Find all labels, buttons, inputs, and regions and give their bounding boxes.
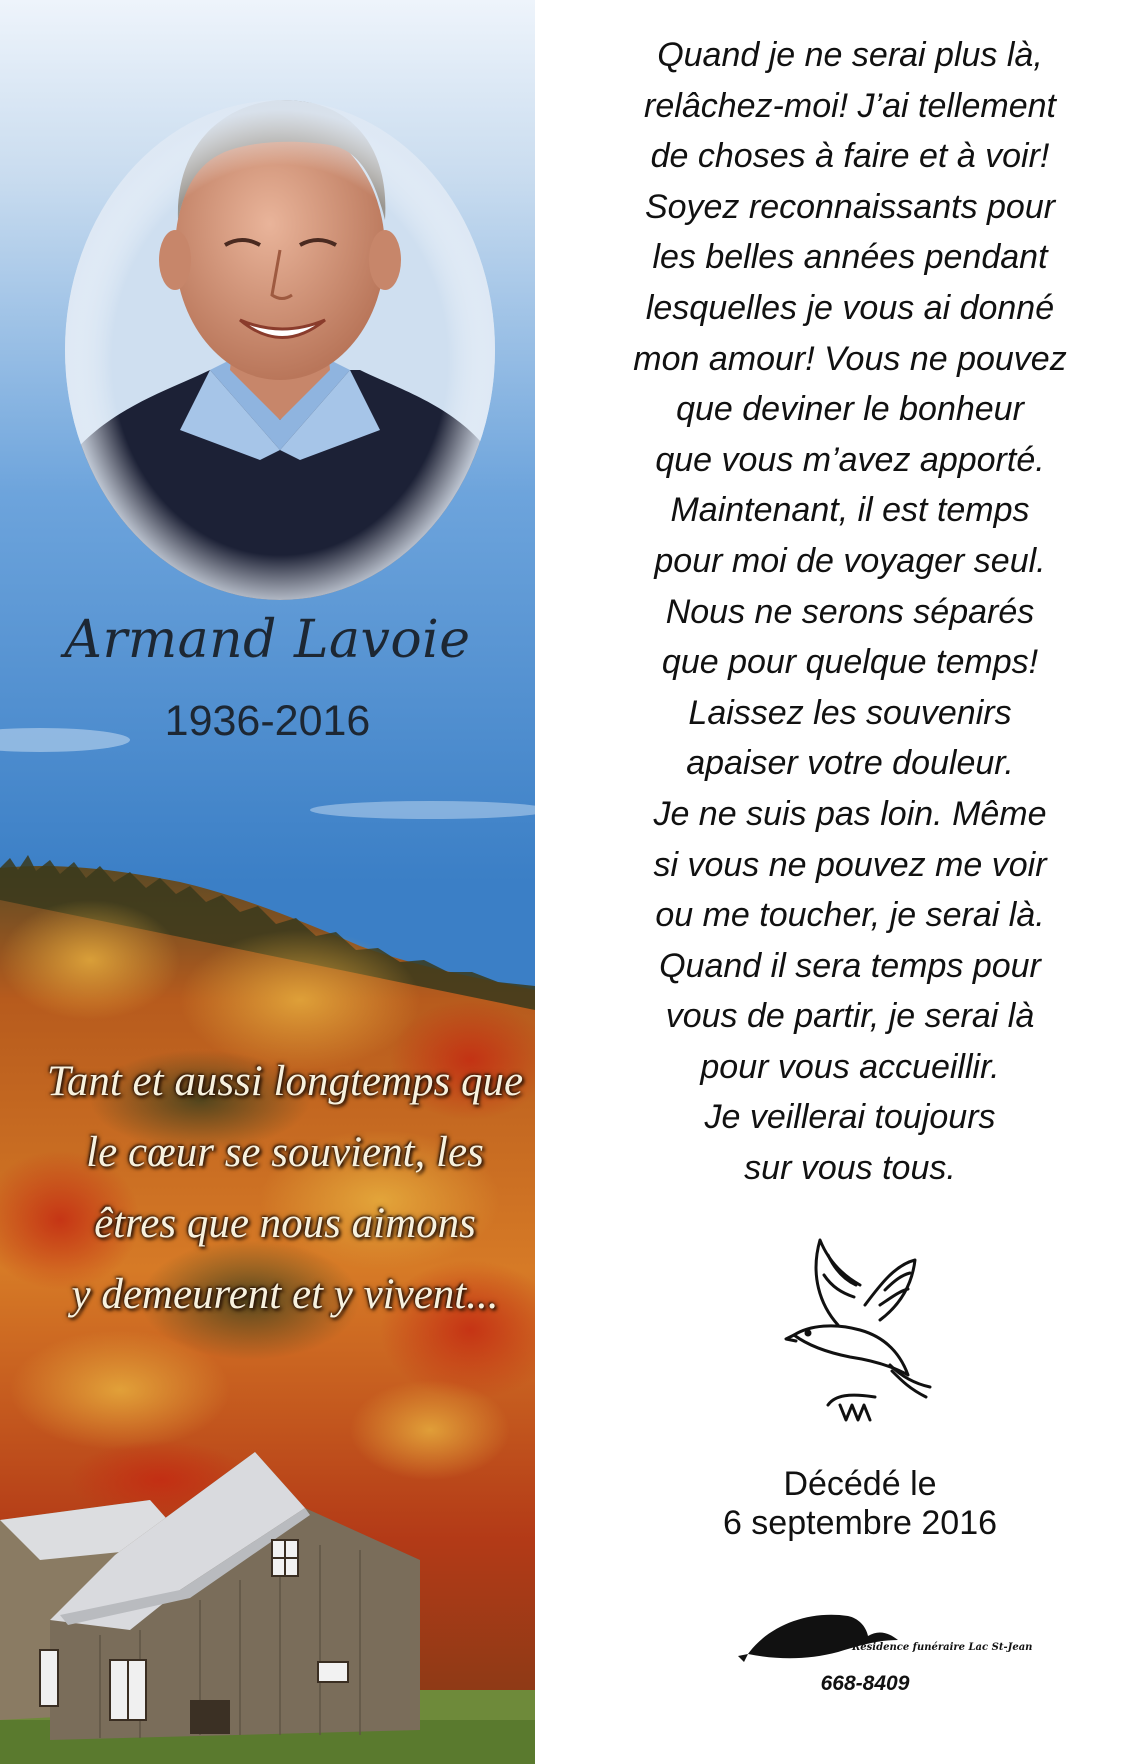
death-date-value: 6 septembre 2016 — [722, 1504, 998, 1542]
poem-line: Quand il sera temps pour — [659, 946, 1041, 985]
quote-line: êtres que nous aimons — [94, 1200, 476, 1247]
poem-line: que pour quelque temps! — [661, 643, 1039, 682]
poem-line: mon amour! Vous ne pouvez — [633, 339, 1067, 378]
poem-line: apaiser votre douleur. — [686, 744, 1014, 783]
poem-line: que deviner le bonheur — [676, 390, 1024, 429]
quote-line: le cœur se souvient, les — [86, 1129, 484, 1176]
phone-number: 668-8409 — [820, 1672, 910, 1695]
death-notice-label: Décédé le — [783, 1465, 937, 1503]
portrait-photo — [60, 70, 500, 610]
dove-icon — [780, 1225, 940, 1435]
funeral-home-logo — [738, 1596, 998, 1666]
poem-line: pour vous accueillir. — [700, 1047, 1000, 1086]
memorial-quote — [40, 1046, 530, 1330]
poem-line: Maintenant, il est temps — [670, 491, 1030, 530]
death-notice — [660, 1465, 1060, 1543]
farewell-poem — [580, 30, 1120, 1194]
poem-line: les belles années pendant — [652, 238, 1048, 277]
poem-line: Laissez les souvenirs — [688, 693, 1012, 732]
poem-line: de choses à faire et à voir! — [650, 137, 1050, 176]
poem-line: relâchez-moi! J’ai tellement — [644, 86, 1056, 125]
poem-line: ou me toucher, je serai là. — [655, 896, 1045, 935]
photo-panel — [0, 0, 535, 1764]
funeral-home-name: Résidence funéraire Lac St-Jean — [852, 1642, 1033, 1653]
poem-line: Quand je ne serai plus là, — [657, 36, 1043, 74]
poem-line: si vous ne pouvez me voir — [653, 845, 1047, 884]
poem-line: que vous m’avez apporté. — [655, 440, 1045, 479]
poem-line: Soyez reconnaissants pour — [644, 187, 1056, 226]
deceased-name: Armand Lavoie — [64, 610, 471, 670]
poem-line: lesquelles je vous ai donné — [645, 288, 1055, 327]
poem-line: pour moi de voyager seul. — [654, 541, 1046, 580]
poem-line: Je ne suis pas loin. Même — [653, 794, 1047, 833]
life-years: 1936-2016 — [164, 697, 371, 745]
poem-line: Nous ne serons séparés — [665, 592, 1035, 631]
quote-line: y demeurent et y vivent... — [71, 1271, 499, 1318]
poem-line: Je veillerai toujours — [704, 1098, 996, 1137]
quote-line: Tant et aussi longtemps que — [46, 1058, 524, 1105]
poem-line: vous de partir, je serai là — [665, 997, 1035, 1036]
poem-line: sur vous tous. — [744, 1149, 956, 1188]
